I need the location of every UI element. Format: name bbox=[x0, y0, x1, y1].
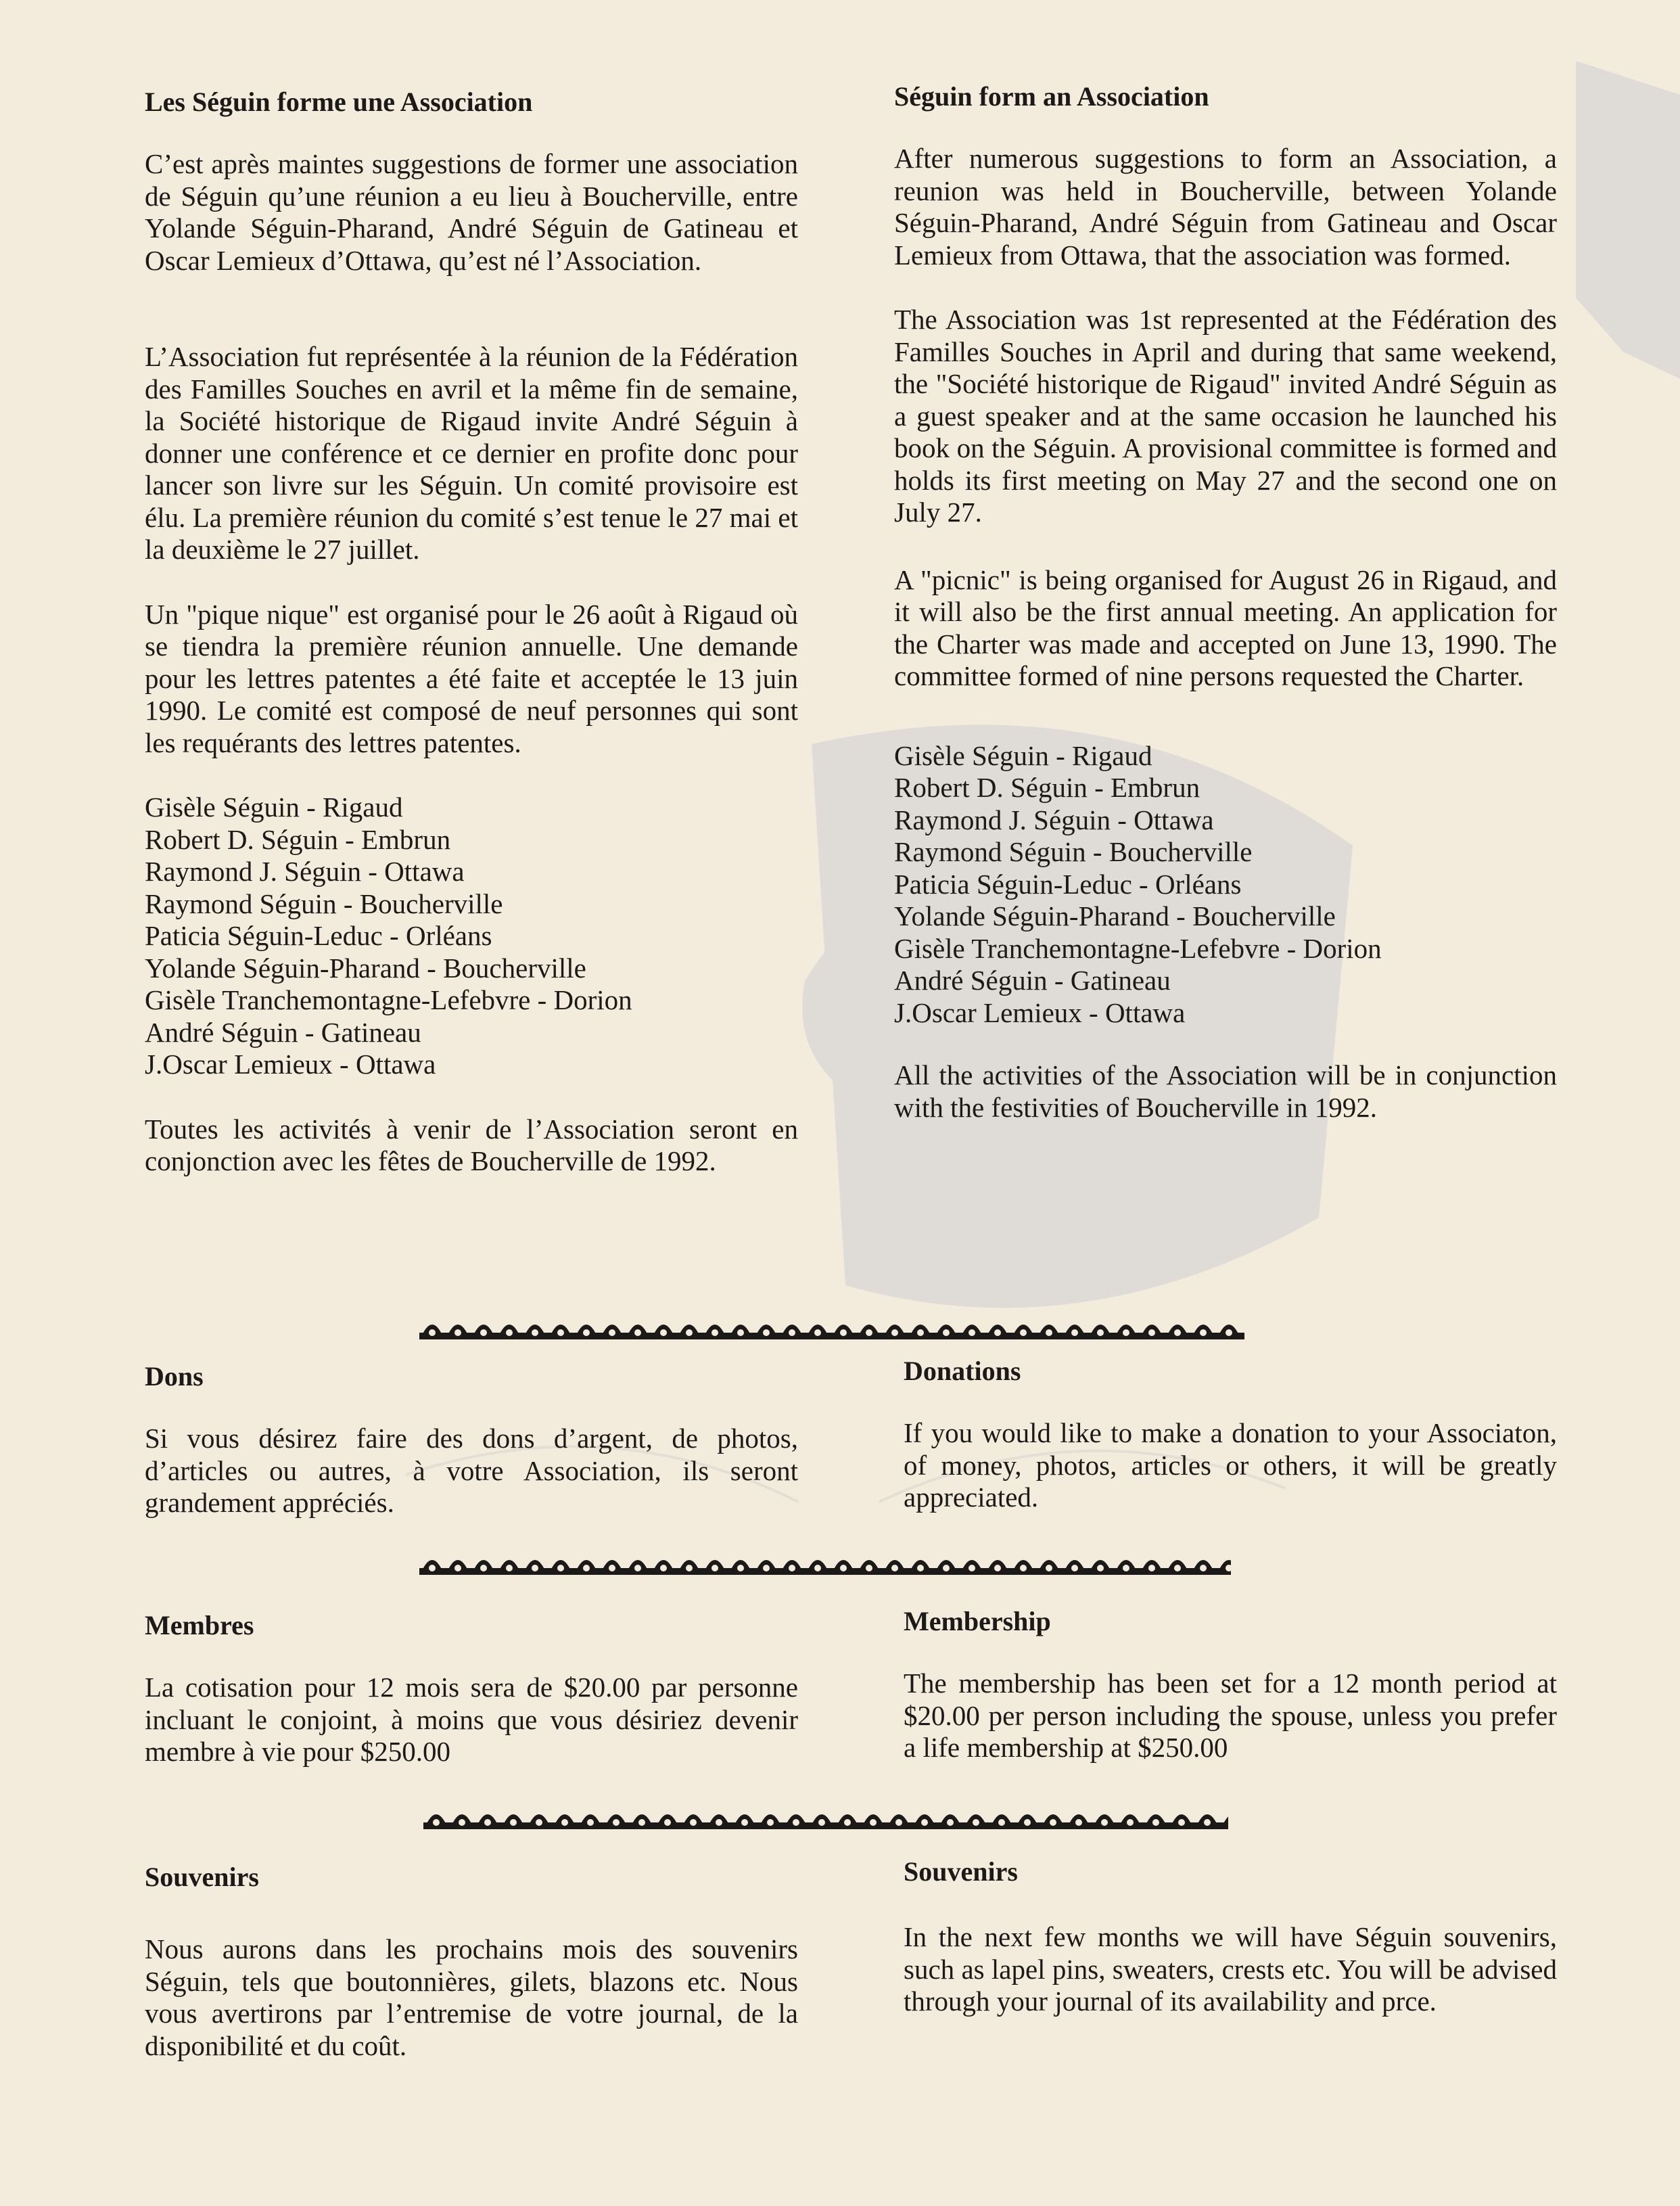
english-membership-section bbox=[904, 1606, 1557, 1764]
english-association-section bbox=[894, 81, 1557, 1124]
list-item: Robert D. Séguin - Embrun bbox=[894, 772, 1200, 803]
french-association-section bbox=[145, 87, 798, 1178]
list-item: André Séguin - Gatineau bbox=[894, 965, 1171, 996]
english-souvenirs-text: In the next few months we will have Séguin souvenirs, such as lapel pins, sweaters, crests etc. You will be advised through your journal of its availability and prce. bbox=[904, 1921, 1557, 2017]
list-item: Gisèle Séguin - Rigaud bbox=[145, 791, 403, 823]
french-association-paragraph-3: Un "pique nique" est organisé pour le 26 août à Rigaud où se tiendra la première réunion annuelle. Une demande pour les lettres patentes a été faite et acceptée le 13 juin 1990. Le comité est composé de neuf personnes qui sont les requérants des lettres patentes. bbox=[145, 598, 798, 758]
english-membership-heading: Membership bbox=[904, 1606, 1051, 1636]
list-item: Gisèle Séguin - Rigaud bbox=[894, 739, 1152, 771]
list-item: Raymond Séguin - Boucherville bbox=[894, 836, 1253, 867]
french-membres-text: La cotisation pour 12 mois sera de $20.00 par personne incluant le conjoint, à moins que vous désiriez devenir membre à vie pour $250.00 bbox=[145, 1672, 798, 1767]
french-membres-heading: Membres bbox=[145, 1610, 254, 1640]
list-item: Raymond J. Séguin - Ottawa bbox=[145, 856, 465, 887]
french-committee-list bbox=[145, 791, 798, 1081]
list-item: André Séguin - Gatineau bbox=[145, 1016, 421, 1048]
french-association-paragraph-1: C’est après maintes suggestions de former une association de Séguin qu’une réunion a eu lieu à Boucherville, entre Yolande Séguin-Pharand, André Séguin de Gatineau et Oscar Lemieux d’Ottawa, qu’est né l’Association. bbox=[145, 148, 798, 276]
english-committee-list bbox=[894, 740, 1557, 1030]
list-item: Paticia Séguin-Leduc - Orléans bbox=[145, 920, 492, 951]
english-association-paragraph-4: All the activities of the Association will be in conjunction with the festivities of Boucherville in 1992. bbox=[894, 1059, 1557, 1123]
english-association-heading: Séguin form an Association bbox=[894, 81, 1209, 112]
french-association-paragraph-4: Toutes les activités à venir de l’Association seront en conjonction avec les fêtes de Boucherville de 1992. bbox=[145, 1113, 798, 1176]
ornamental-divider-3 bbox=[423, 1803, 1228, 1831]
english-association-paragraph-1: After numerous suggestions to form an Association, a reunion was held in Boucherville, between Yolande Séguin-Pharand, André Séguin from Gatineau and Oscar Lemieux from Ottawa, that the association was formed. bbox=[894, 143, 1557, 271]
list-item: Robert D. Séguin - Embrun bbox=[145, 823, 451, 855]
english-donations-text: If you would like to make a donation to your Associaton, of money, photos, articles or others, it will be greatly appreciated. bbox=[904, 1417, 1557, 1513]
ornamental-divider-1 bbox=[419, 1314, 1244, 1341]
english-membership-text: The membership has been set for a 12 month period at $20.00 per person including the spouse, unless you prefer a life membership at $250.00 bbox=[904, 1668, 1557, 1763]
french-souvenirs-section bbox=[145, 1862, 798, 2062]
list-item: Gisèle Tranchemontagne-Lefebvre - Dorion bbox=[145, 984, 632, 1015]
french-souvenirs-heading: Souvenirs bbox=[145, 1862, 259, 1892]
list-item: Paticia Séguin-Leduc - Orléans bbox=[894, 868, 1242, 900]
list-item: Gisèle Tranchemontagne-Lefebvre - Dorion bbox=[894, 932, 1382, 964]
english-association-paragraph-3: A "picnic" is being organised for August 26 in Rigaud, and it will also be the first annual meeting. An application for the Charter was made and accepted on June 13, 1990. The committee formed of nine persons requested the Charter. bbox=[894, 564, 1557, 691]
list-item: J.Oscar Lemieux - Ottawa bbox=[145, 1049, 436, 1080]
french-dons-heading: Dons bbox=[145, 1361, 204, 1392]
list-item: Yolande Séguin-Pharand - Boucherville bbox=[894, 900, 1336, 932]
english-donations-heading: Donations bbox=[904, 1356, 1021, 1386]
french-dons-section bbox=[145, 1361, 798, 1519]
french-association-heading: Les Séguin forme une Association bbox=[145, 87, 533, 117]
ornamental-divider-2 bbox=[419, 1549, 1231, 1576]
french-association-paragraph-2: L’Association fut représentée à la réunion de la Fédération des Familles Souches en avril et la même fin de semaine, la Société historique de Rigaud invite André Séguin à donner une conférence et ce dernier en profite donc pour lancer son livre sur les Séguin. Un comité provisoire est élu. La première réunion du comité s’est tenue le 27 mai et la deuxième le 27 juillet. bbox=[145, 341, 798, 565]
list-item: Raymond J. Séguin - Ottawa bbox=[894, 804, 1214, 835]
list-item: Yolande Séguin-Pharand - Boucherville bbox=[145, 952, 586, 984]
french-membres-section bbox=[145, 1610, 798, 1768]
english-souvenirs-heading: Souvenirs bbox=[904, 1856, 1018, 1887]
english-donations-section bbox=[904, 1356, 1557, 1514]
french-souvenirs-text: Nous aurons dans les prochains mois des souvenirs Séguin, tels que boutonnières, gilets, blazons etc. Nous vous avertirons par l’entremise de votre journal, de la disponibilité et du coût. bbox=[145, 1933, 798, 2061]
english-association-paragraph-2: The Association was 1st represented at the Fédération des Familles Souches in April and during that same weekend, the "Société historique de Rigaud" invited André Séguin as a guest speaker and at the same occasion he launched his book on the Séguin. A provisional committee is formed and holds its first meeting on May 27 and the second one on July 27. bbox=[894, 304, 1557, 528]
list-item: J.Oscar Lemieux - Ottawa bbox=[894, 996, 1186, 1028]
english-souvenirs-section bbox=[904, 1856, 1557, 2018]
list-item: Raymond Séguin - Boucherville bbox=[145, 888, 503, 919]
french-dons-text: Si vous désirez faire des dons d’argent, de photos, d’articles ou autres, à votre Association, ils seront grandement appréciés. bbox=[145, 1423, 798, 1518]
